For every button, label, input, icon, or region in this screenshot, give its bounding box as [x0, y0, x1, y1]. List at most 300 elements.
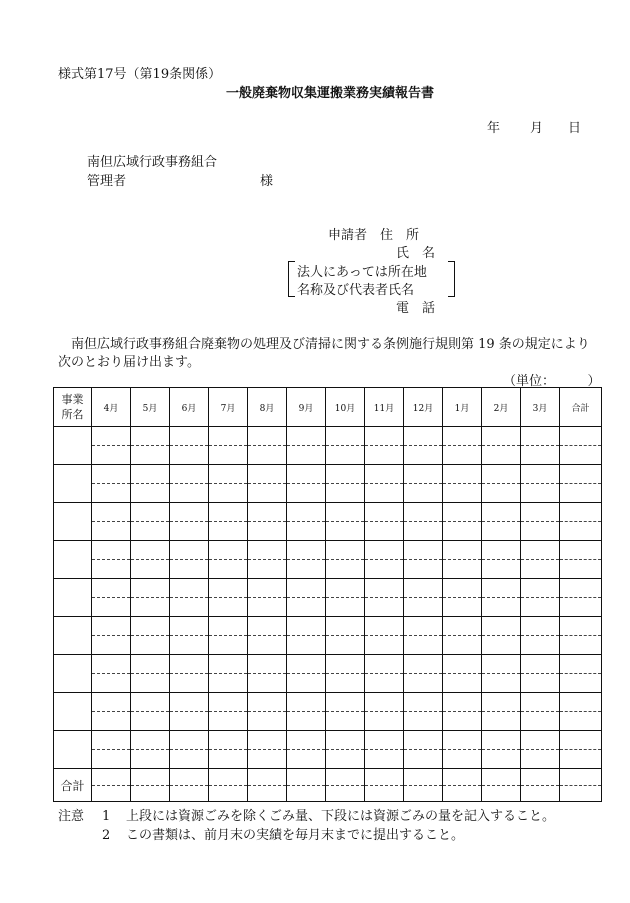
amount-cell[interactable]: [92, 427, 131, 465]
lower-entry[interactable]: [209, 786, 247, 802]
amount-cell[interactable]: [326, 465, 365, 503]
lower-entry[interactable]: [521, 446, 559, 464]
upper-entry[interactable]: [287, 427, 325, 446]
amount-cell[interactable]: [404, 655, 443, 693]
office-name-cell[interactable]: [54, 655, 92, 693]
lower-entry[interactable]: [443, 636, 481, 654]
lower-entry[interactable]: [248, 560, 286, 578]
upper-entry[interactable]: [404, 655, 442, 674]
lower-entry[interactable]: [326, 750, 364, 768]
upper-entry[interactable]: [365, 465, 403, 484]
upper-entry[interactable]: [287, 541, 325, 560]
lower-entry[interactable]: [365, 598, 403, 616]
upper-entry[interactable]: [443, 465, 481, 484]
upper-entry[interactable]: [443, 541, 481, 560]
amount-cell[interactable]: [482, 617, 521, 655]
office-name-cell[interactable]: [54, 541, 92, 579]
amount-cell[interactable]: [521, 541, 560, 579]
upper-entry[interactable]: [521, 427, 559, 446]
upper-entry[interactable]: [248, 541, 286, 560]
lower-entry[interactable]: [248, 674, 286, 692]
amount-cell[interactable]: [209, 503, 248, 541]
lower-entry[interactable]: [287, 674, 325, 692]
lower-entry[interactable]: [482, 560, 520, 578]
amount-cell[interactable]: [365, 541, 404, 579]
upper-entry[interactable]: [131, 503, 169, 522]
amount-cell[interactable]: [170, 465, 209, 503]
amount-cell[interactable]: [521, 693, 560, 731]
lower-entry[interactable]: [443, 484, 481, 502]
lower-entry[interactable]: [209, 446, 247, 464]
upper-entry[interactable]: [287, 769, 325, 786]
lower-entry[interactable]: [521, 484, 559, 502]
upper-entry[interactable]: [326, 579, 364, 598]
lower-entry[interactable]: [560, 786, 601, 802]
amount-cell[interactable]: [365, 693, 404, 731]
amount-cell[interactable]: [560, 465, 602, 503]
lower-entry[interactable]: [92, 674, 130, 692]
amount-cell[interactable]: [560, 427, 602, 465]
lower-entry[interactable]: [170, 560, 208, 578]
upper-entry[interactable]: [443, 503, 481, 522]
upper-entry[interactable]: [365, 579, 403, 598]
amount-cell[interactable]: [92, 617, 131, 655]
amount-cell[interactable]: [521, 427, 560, 465]
upper-entry[interactable]: [521, 693, 559, 712]
amount-cell[interactable]: [287, 617, 326, 655]
lower-entry[interactable]: [287, 786, 325, 802]
upper-entry[interactable]: [560, 693, 601, 712]
upper-entry[interactable]: [170, 655, 208, 674]
upper-entry[interactable]: [170, 617, 208, 636]
lower-entry[interactable]: [404, 598, 442, 616]
office-name-cell[interactable]: [54, 427, 92, 465]
amount-cell[interactable]: [326, 503, 365, 541]
lower-entry[interactable]: [170, 750, 208, 768]
lower-entry[interactable]: [365, 484, 403, 502]
amount-cell[interactable]: [170, 693, 209, 731]
amount-cell[interactable]: [131, 465, 170, 503]
amount-cell[interactable]: [92, 731, 131, 769]
lower-entry[interactable]: [326, 712, 364, 730]
upper-entry[interactable]: [131, 465, 169, 484]
upper-entry[interactable]: [404, 731, 442, 750]
upper-entry[interactable]: [560, 541, 601, 560]
upper-entry[interactable]: [92, 655, 130, 674]
amount-cell[interactable]: [209, 693, 248, 731]
lower-entry[interactable]: [521, 560, 559, 578]
upper-entry[interactable]: [131, 693, 169, 712]
amount-cell[interactable]: [482, 465, 521, 503]
lower-entry[interactable]: [170, 522, 208, 540]
amount-cell[interactable]: [443, 617, 482, 655]
upper-entry[interactable]: [404, 465, 442, 484]
lower-entry[interactable]: [326, 446, 364, 464]
upper-entry[interactable]: [131, 579, 169, 598]
amount-cell[interactable]: [560, 579, 602, 617]
amount-cell[interactable]: [170, 617, 209, 655]
upper-entry[interactable]: [248, 427, 286, 446]
lower-entry[interactable]: [365, 560, 403, 578]
upper-entry[interactable]: [326, 655, 364, 674]
upper-entry[interactable]: [131, 769, 169, 786]
lower-entry[interactable]: [209, 522, 247, 540]
amount-cell[interactable]: [92, 579, 131, 617]
lower-entry[interactable]: [170, 484, 208, 502]
total-amount-cell[interactable]: [404, 769, 443, 802]
upper-entry[interactable]: [92, 579, 130, 598]
total-amount-cell[interactable]: [443, 769, 482, 802]
lower-entry[interactable]: [92, 484, 130, 502]
amount-cell[interactable]: [131, 503, 170, 541]
amount-cell[interactable]: [131, 617, 170, 655]
upper-entry[interactable]: [560, 655, 601, 674]
upper-entry[interactable]: [209, 693, 247, 712]
amount-cell[interactable]: [521, 617, 560, 655]
amount-cell[interactable]: [404, 503, 443, 541]
lower-entry[interactable]: [92, 522, 130, 540]
amount-cell[interactable]: [326, 579, 365, 617]
amount-cell[interactable]: [326, 617, 365, 655]
amount-cell[interactable]: [248, 503, 287, 541]
upper-entry[interactable]: [404, 769, 442, 786]
amount-cell[interactable]: [287, 731, 326, 769]
amount-cell[interactable]: [443, 693, 482, 731]
upper-entry[interactable]: [170, 503, 208, 522]
lower-entry[interactable]: [131, 522, 169, 540]
upper-entry[interactable]: [560, 427, 601, 446]
lower-entry[interactable]: [560, 750, 601, 768]
upper-entry[interactable]: [209, 427, 247, 446]
amount-cell[interactable]: [287, 465, 326, 503]
lower-entry[interactable]: [170, 712, 208, 730]
lower-entry[interactable]: [443, 750, 481, 768]
lower-entry[interactable]: [92, 786, 130, 802]
lower-entry[interactable]: [443, 712, 481, 730]
lower-entry[interactable]: [170, 674, 208, 692]
amount-cell[interactable]: [209, 655, 248, 693]
amount-cell[interactable]: [248, 693, 287, 731]
upper-entry[interactable]: [521, 503, 559, 522]
amount-cell[interactable]: [209, 465, 248, 503]
lower-entry[interactable]: [170, 636, 208, 654]
amount-cell[interactable]: [92, 693, 131, 731]
amount-cell[interactable]: [131, 541, 170, 579]
amount-cell[interactable]: [287, 541, 326, 579]
lower-entry[interactable]: [131, 446, 169, 464]
amount-cell[interactable]: [209, 579, 248, 617]
lower-entry[interactable]: [209, 598, 247, 616]
upper-entry[interactable]: [443, 655, 481, 674]
amount-cell[interactable]: [365, 617, 404, 655]
upper-entry[interactable]: [209, 769, 247, 786]
amount-cell[interactable]: [404, 731, 443, 769]
lower-entry[interactable]: [248, 484, 286, 502]
upper-entry[interactable]: [443, 579, 481, 598]
lower-entry[interactable]: [521, 522, 559, 540]
office-name-cell[interactable]: [54, 693, 92, 731]
upper-entry[interactable]: [404, 541, 442, 560]
lower-entry[interactable]: [560, 712, 601, 730]
upper-entry[interactable]: [521, 731, 559, 750]
lower-entry[interactable]: [482, 750, 520, 768]
lower-entry[interactable]: [92, 446, 130, 464]
amount-cell[interactable]: [365, 465, 404, 503]
upper-entry[interactable]: [326, 541, 364, 560]
amount-cell[interactable]: [287, 579, 326, 617]
lower-entry[interactable]: [209, 636, 247, 654]
amount-cell[interactable]: [248, 579, 287, 617]
amount-cell[interactable]: [404, 427, 443, 465]
lower-entry[interactable]: [404, 446, 442, 464]
upper-entry[interactable]: [326, 503, 364, 522]
total-amount-cell[interactable]: [248, 769, 287, 802]
total-amount-cell[interactable]: [365, 769, 404, 802]
lower-entry[interactable]: [287, 712, 325, 730]
amount-cell[interactable]: [248, 541, 287, 579]
upper-entry[interactable]: [92, 503, 130, 522]
lower-entry[interactable]: [365, 712, 403, 730]
lower-entry[interactable]: [209, 674, 247, 692]
upper-entry[interactable]: [443, 427, 481, 446]
amount-cell[interactable]: [521, 731, 560, 769]
amount-cell[interactable]: [404, 579, 443, 617]
upper-entry[interactable]: [209, 579, 247, 598]
lower-entry[interactable]: [482, 522, 520, 540]
amount-cell[interactable]: [170, 731, 209, 769]
upper-entry[interactable]: [482, 541, 520, 560]
upper-entry[interactable]: [209, 541, 247, 560]
amount-cell[interactable]: [326, 427, 365, 465]
lower-entry[interactable]: [287, 446, 325, 464]
lower-entry[interactable]: [365, 636, 403, 654]
upper-entry[interactable]: [365, 693, 403, 712]
amount-cell[interactable]: [209, 427, 248, 465]
lower-entry[interactable]: [92, 560, 130, 578]
lower-entry[interactable]: [287, 598, 325, 616]
lower-entry[interactable]: [443, 786, 481, 802]
amount-cell[interactable]: [482, 731, 521, 769]
upper-entry[interactable]: [248, 617, 286, 636]
upper-entry[interactable]: [326, 769, 364, 786]
amount-cell[interactable]: [209, 731, 248, 769]
lower-entry[interactable]: [131, 484, 169, 502]
amount-cell[interactable]: [365, 503, 404, 541]
amount-cell[interactable]: [170, 579, 209, 617]
upper-entry[interactable]: [326, 693, 364, 712]
lower-entry[interactable]: [365, 446, 403, 464]
lower-entry[interactable]: [443, 560, 481, 578]
lower-entry[interactable]: [365, 674, 403, 692]
lower-entry[interactable]: [365, 750, 403, 768]
lower-entry[interactable]: [287, 750, 325, 768]
upper-entry[interactable]: [365, 617, 403, 636]
amount-cell[interactable]: [521, 655, 560, 693]
lower-entry[interactable]: [560, 446, 601, 464]
lower-entry[interactable]: [521, 636, 559, 654]
upper-entry[interactable]: [209, 617, 247, 636]
lower-entry[interactable]: [248, 522, 286, 540]
upper-entry[interactable]: [443, 769, 481, 786]
upper-entry[interactable]: [365, 769, 403, 786]
amount-cell[interactable]: [560, 617, 602, 655]
lower-entry[interactable]: [482, 484, 520, 502]
lower-entry[interactable]: [287, 522, 325, 540]
amount-cell[interactable]: [365, 655, 404, 693]
amount-cell[interactable]: [443, 731, 482, 769]
amount-cell[interactable]: [560, 693, 602, 731]
upper-entry[interactable]: [287, 731, 325, 750]
amount-cell[interactable]: [443, 427, 482, 465]
amount-cell[interactable]: [404, 617, 443, 655]
lower-entry[interactable]: [248, 636, 286, 654]
lower-entry[interactable]: [560, 674, 601, 692]
upper-entry[interactable]: [404, 503, 442, 522]
lower-entry[interactable]: [482, 674, 520, 692]
upper-entry[interactable]: [248, 503, 286, 522]
lower-entry[interactable]: [482, 786, 520, 802]
upper-entry[interactable]: [92, 541, 130, 560]
upper-entry[interactable]: [560, 465, 601, 484]
amount-cell[interactable]: [287, 693, 326, 731]
lower-entry[interactable]: [404, 636, 442, 654]
lower-entry[interactable]: [560, 560, 601, 578]
upper-entry[interactable]: [131, 617, 169, 636]
lower-entry[interactable]: [170, 446, 208, 464]
lower-entry[interactable]: [287, 484, 325, 502]
upper-entry[interactable]: [521, 465, 559, 484]
lower-entry[interactable]: [326, 522, 364, 540]
upper-entry[interactable]: [209, 655, 247, 674]
amount-cell[interactable]: [248, 617, 287, 655]
upper-entry[interactable]: [131, 655, 169, 674]
lower-entry[interactable]: [560, 636, 601, 654]
amount-cell[interactable]: [521, 465, 560, 503]
lower-entry[interactable]: [326, 484, 364, 502]
total-amount-cell[interactable]: [482, 769, 521, 802]
lower-entry[interactable]: [248, 446, 286, 464]
lower-entry[interactable]: [482, 712, 520, 730]
upper-entry[interactable]: [482, 731, 520, 750]
upper-entry[interactable]: [482, 465, 520, 484]
lower-entry[interactable]: [521, 674, 559, 692]
lower-entry[interactable]: [92, 636, 130, 654]
total-amount-cell[interactable]: [170, 769, 209, 802]
total-amount-cell[interactable]: [326, 769, 365, 802]
lower-entry[interactable]: [131, 636, 169, 654]
upper-entry[interactable]: [248, 579, 286, 598]
upper-entry[interactable]: [92, 693, 130, 712]
office-name-cell[interactable]: [54, 579, 92, 617]
amount-cell[interactable]: [326, 693, 365, 731]
lower-entry[interactable]: [209, 484, 247, 502]
amount-cell[interactable]: [326, 731, 365, 769]
amount-cell[interactable]: [443, 655, 482, 693]
office-name-cell[interactable]: [54, 731, 92, 769]
upper-entry[interactable]: [482, 579, 520, 598]
upper-entry[interactable]: [482, 693, 520, 712]
total-amount-cell[interactable]: [209, 769, 248, 802]
upper-entry[interactable]: [170, 769, 208, 786]
upper-entry[interactable]: [170, 731, 208, 750]
amount-cell[interactable]: [92, 541, 131, 579]
upper-entry[interactable]: [326, 427, 364, 446]
lower-entry[interactable]: [326, 674, 364, 692]
amount-cell[interactable]: [287, 655, 326, 693]
lower-entry[interactable]: [209, 560, 247, 578]
upper-entry[interactable]: [521, 769, 559, 786]
lower-entry[interactable]: [404, 522, 442, 540]
upper-entry[interactable]: [287, 617, 325, 636]
upper-entry[interactable]: [521, 541, 559, 560]
upper-entry[interactable]: [170, 427, 208, 446]
upper-entry[interactable]: [92, 731, 130, 750]
lower-entry[interactable]: [131, 786, 169, 802]
upper-entry[interactable]: [560, 503, 601, 522]
upper-entry[interactable]: [365, 427, 403, 446]
upper-entry[interactable]: [443, 617, 481, 636]
amount-cell[interactable]: [560, 655, 602, 693]
lower-entry[interactable]: [326, 598, 364, 616]
lower-entry[interactable]: [404, 786, 442, 802]
lower-entry[interactable]: [131, 560, 169, 578]
upper-entry[interactable]: [482, 503, 520, 522]
lower-entry[interactable]: [443, 522, 481, 540]
amount-cell[interactable]: [443, 465, 482, 503]
lower-entry[interactable]: [482, 446, 520, 464]
lower-entry[interactable]: [92, 598, 130, 616]
amount-cell[interactable]: [521, 503, 560, 541]
amount-cell[interactable]: [404, 693, 443, 731]
upper-entry[interactable]: [287, 465, 325, 484]
amount-cell[interactable]: [170, 503, 209, 541]
upper-entry[interactable]: [92, 427, 130, 446]
amount-cell[interactable]: [482, 541, 521, 579]
lower-entry[interactable]: [287, 636, 325, 654]
amount-cell[interactable]: [482, 579, 521, 617]
lower-entry[interactable]: [209, 712, 247, 730]
office-name-cell[interactable]: [54, 617, 92, 655]
total-amount-cell[interactable]: [560, 769, 602, 802]
upper-entry[interactable]: [560, 731, 601, 750]
lower-entry[interactable]: [131, 712, 169, 730]
upper-entry[interactable]: [209, 503, 247, 522]
lower-entry[interactable]: [170, 786, 208, 802]
lower-entry[interactable]: [482, 598, 520, 616]
upper-entry[interactable]: [365, 655, 403, 674]
lower-entry[interactable]: [404, 750, 442, 768]
upper-entry[interactable]: [209, 465, 247, 484]
upper-entry[interactable]: [560, 579, 601, 598]
lower-entry[interactable]: [326, 560, 364, 578]
lower-entry[interactable]: [560, 484, 601, 502]
upper-entry[interactable]: [287, 579, 325, 598]
upper-entry[interactable]: [248, 655, 286, 674]
amount-cell[interactable]: [365, 579, 404, 617]
upper-entry[interactable]: [248, 693, 286, 712]
amount-cell[interactable]: [326, 541, 365, 579]
total-amount-cell[interactable]: [287, 769, 326, 802]
total-amount-cell[interactable]: [92, 769, 131, 802]
upper-entry[interactable]: [326, 465, 364, 484]
upper-entry[interactable]: [482, 769, 520, 786]
upper-entry[interactable]: [131, 541, 169, 560]
amount-cell[interactable]: [92, 465, 131, 503]
lower-entry[interactable]: [326, 786, 364, 802]
total-amount-cell[interactable]: [131, 769, 170, 802]
amount-cell[interactable]: [170, 541, 209, 579]
amount-cell[interactable]: [248, 655, 287, 693]
